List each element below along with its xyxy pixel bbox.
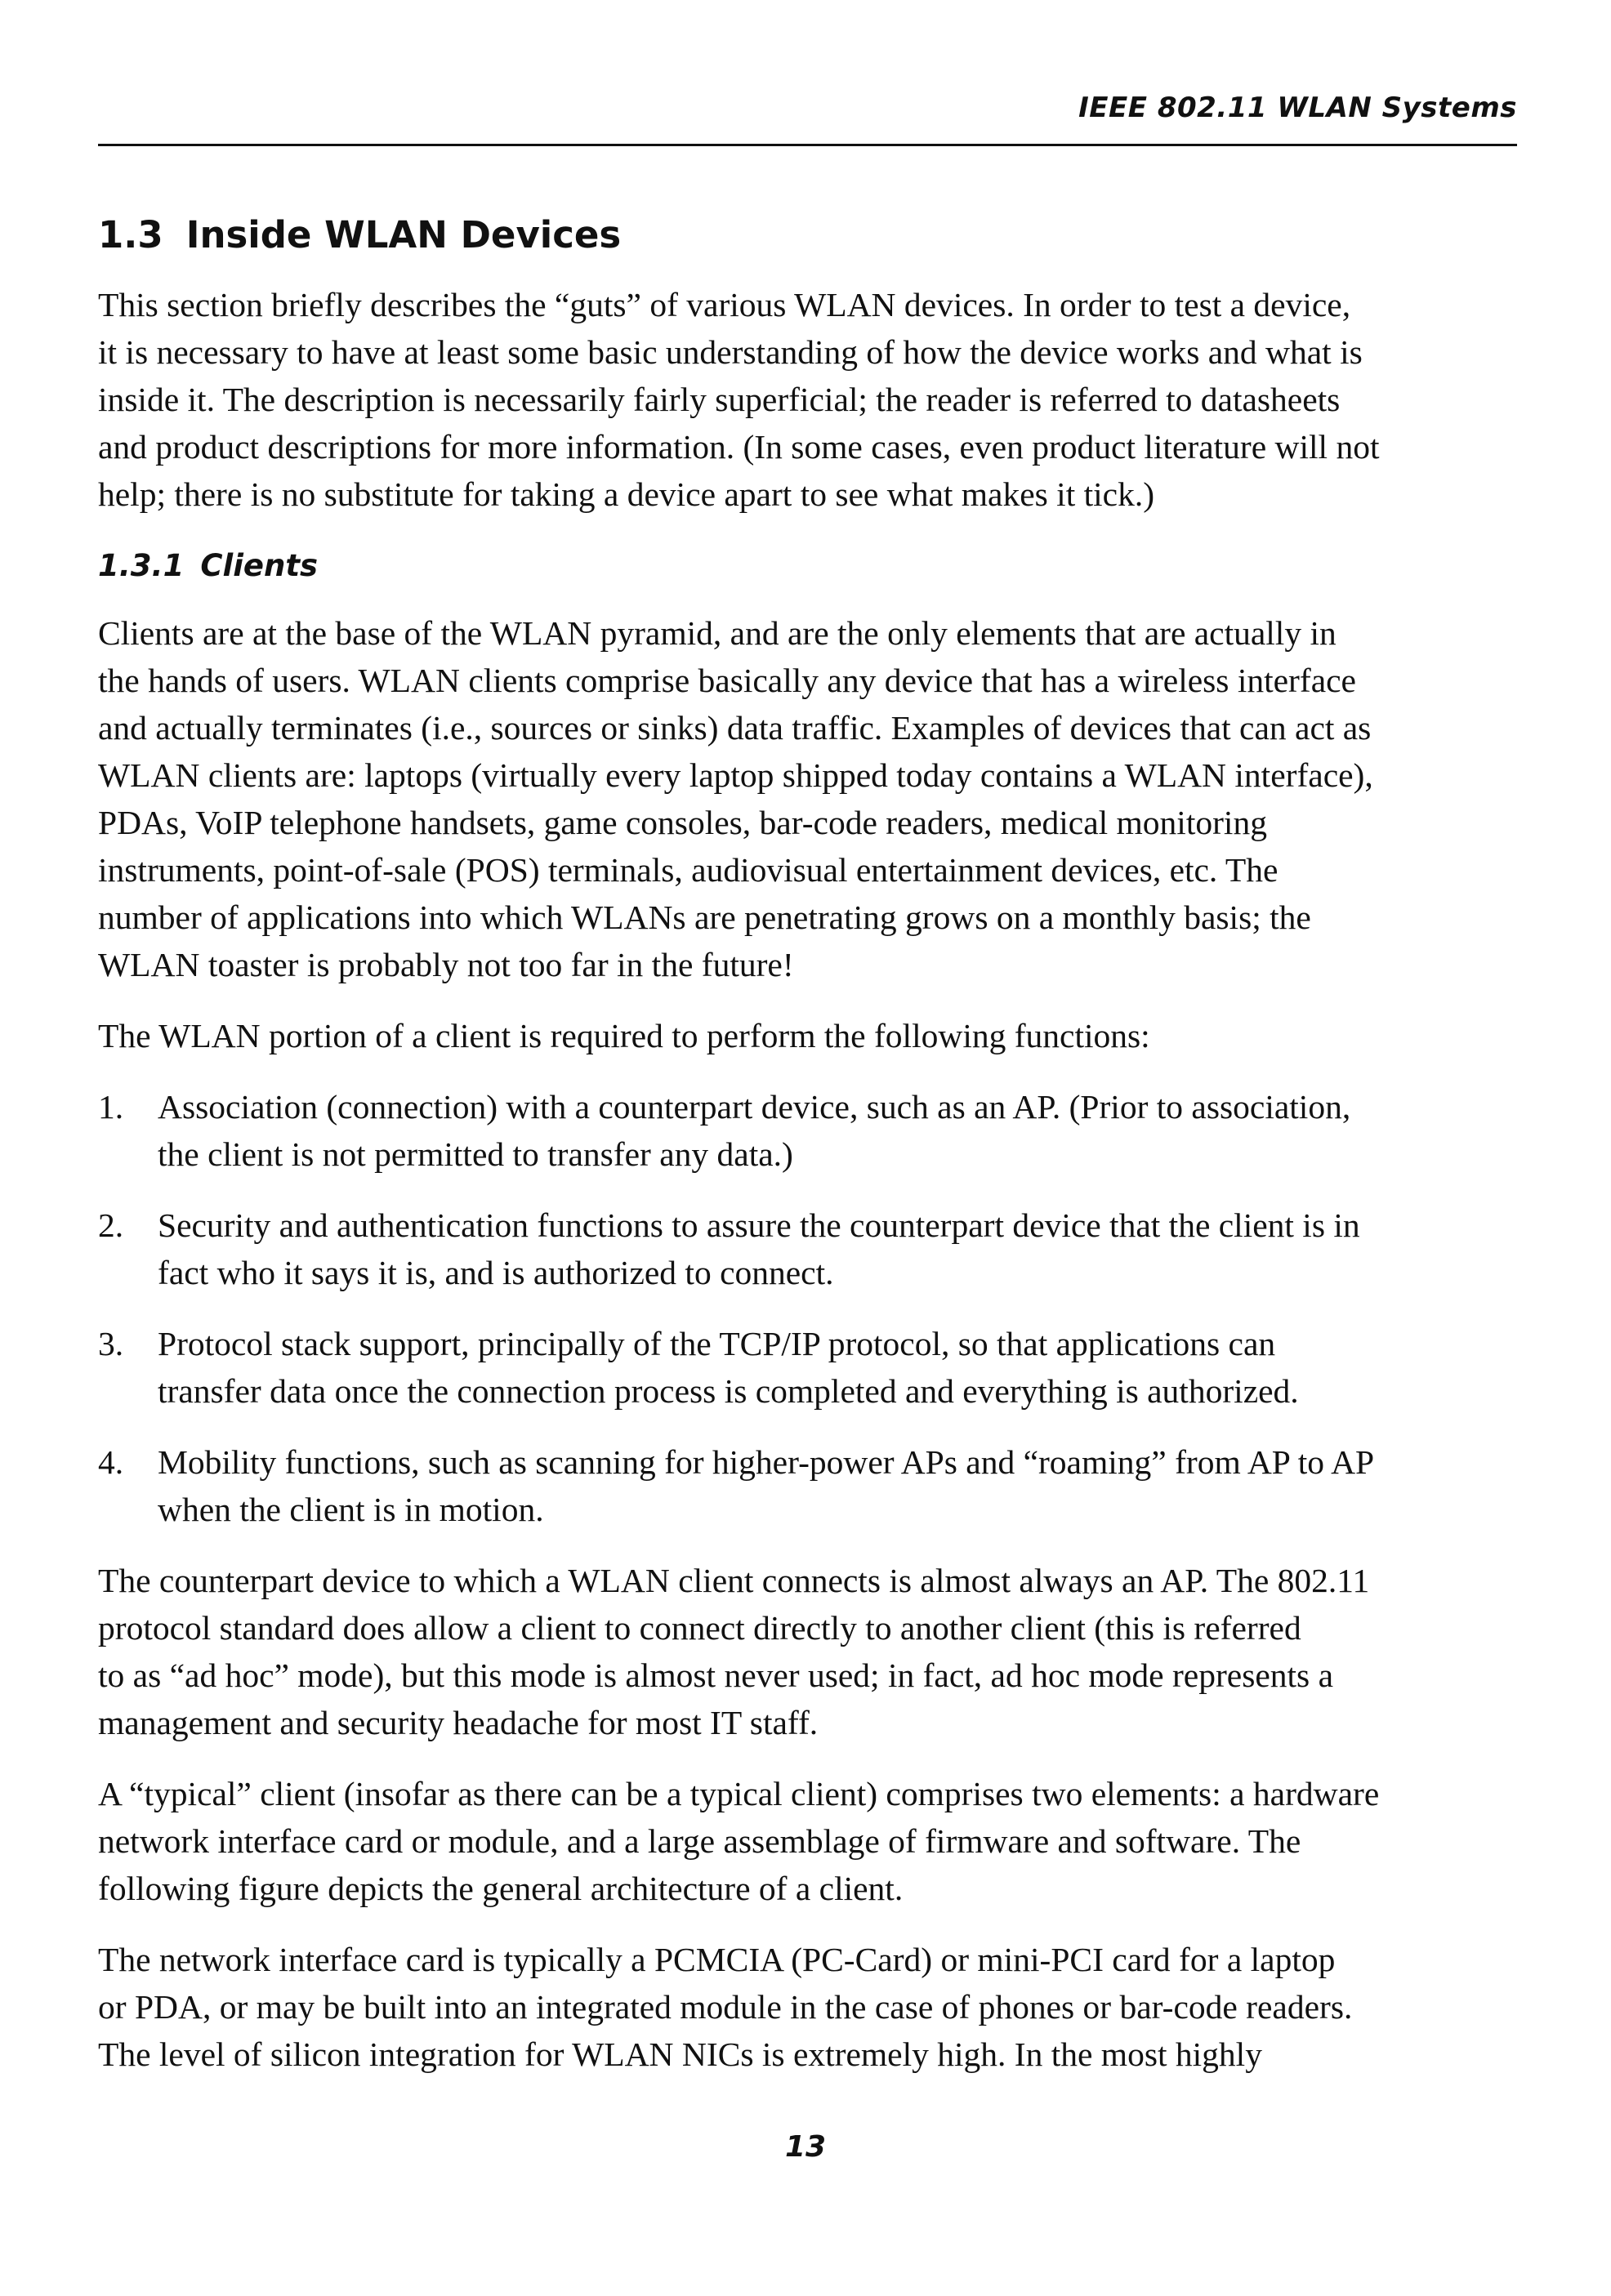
list-item-line: Association (connection) with a counterpart device, such as an AP. (Prior to association, — [158, 1088, 1351, 1126]
paragraph-line: The counterpart device to which a WLAN client connects is almost always an AP. The 802.11 — [98, 1562, 1370, 1599]
list-item-line: when the client is in motion. — [158, 1491, 544, 1528]
paragraph-line: number of applications into which WLANs are penetrating grows on a monthly basis; the — [98, 898, 1311, 936]
paragraph-line: following figure depicts the general architecture of a client. — [98, 1870, 904, 1907]
subsection-title: Clients — [200, 548, 319, 583]
paragraph-line: and actually terminates (i.e., sources or sinks) data traffic. Examples of devices that can act as — [98, 709, 1372, 747]
paragraph-line: A “typical” client (insofar as there can be a typical client) comprises two elements: a hardware — [98, 1775, 1380, 1812]
paragraph-line: management and security headache for most IT staff. — [98, 1704, 819, 1741]
paragraph-line: Clients are at the base of the WLAN pyramid, and are the only elements that are actually in — [98, 614, 1337, 652]
list-item — [98, 1083, 1524, 1178]
typical-client-paragraph — [98, 1770, 1524, 1912]
paragraph-line: instruments, point-of-sale (POS) terminals, audiovisual entertainment devices, etc. The — [98, 851, 1279, 889]
list-item-line: the client is not permitted to transfer any data.) — [158, 1135, 793, 1173]
counterpart-paragraph — [98, 1557, 1524, 1746]
paragraph-line: it is necessary to have at least some basic understanding of how the device works and what is — [98, 333, 1363, 371]
paragraph-line: or PDA, or may be built into an integrated module in the case of phones or bar-code readers. — [98, 1988, 1353, 2026]
clients-intro-paragraph — [98, 609, 1524, 988]
paragraph-line: The WLAN portion of a client is required to perform the following functions: — [98, 1017, 1150, 1054]
paragraph-line: WLAN toaster is probably not too far in the future! — [98, 946, 794, 983]
page-content — [98, 211, 1524, 2102]
list-item-line: Mobility functions, such as scanning for higher-power APs and “roaming” from AP to AP — [158, 1443, 1375, 1481]
subsection-heading — [98, 544, 1524, 588]
paragraph-line: The network interface card is typically a PCMCIA (PC-Card) or mini-PCI card for a laptop — [98, 1941, 1336, 1978]
section-intro-paragraph — [98, 281, 1524, 518]
paragraph-line: This section briefly describes the “guts” of various WLAN devices. In order to test a device, — [98, 286, 1351, 323]
list-item — [98, 1320, 1524, 1415]
paragraph-line: the hands of users. WLAN clients comprise basically any device that has a wireless interface — [98, 662, 1356, 699]
section-number: 1.3 — [98, 213, 163, 256]
paragraph-line: WLAN clients are: laptops (virtually every laptop shipped today contains a WLAN interface), — [98, 756, 1373, 794]
client-functions-list — [98, 1083, 1524, 1533]
header-rule — [98, 144, 1517, 146]
nic-paragraph — [98, 1936, 1524, 2078]
subsection-number: 1.3.1 — [98, 548, 185, 583]
page-number: 13 — [784, 2130, 827, 2164]
list-item-line: Protocol stack support, principally of the TCP/IP protocol, so that applications can — [158, 1325, 1276, 1362]
paragraph-line: The level of silicon integration for WLAN NICs is extremely high. In the most highly — [98, 2035, 1262, 2073]
paragraph-line: and product descriptions for more information. (In some cases, even product literature will not — [98, 428, 1380, 466]
list-item-number: 2. — [98, 1206, 124, 1244]
paragraph-line: PDAs, VoIP telephone handsets, game consoles, bar-code readers, medical monitoring — [98, 804, 1267, 841]
list-item — [98, 1438, 1524, 1533]
functions-intro-paragraph — [98, 1012, 1524, 1059]
paragraph-line: help; there is no substitute for taking a device apart to see what makes it tick.) — [98, 475, 1155, 513]
paragraph-line: inside it. The description is necessarily fairly superficial; the reader is referred to datasheets — [98, 381, 1341, 418]
paragraph-line: protocol standard does allow a client to connect directly to another client (this is referred — [98, 1609, 1301, 1647]
list-item-line: fact who it says it is, and is authorized to connect. — [158, 1254, 834, 1291]
list-item-line: transfer data once the connection process is completed and everything is authorized. — [158, 1372, 1299, 1410]
running-header: IEEE 802.11 WLAN Systems — [1078, 91, 1517, 124]
section-title: Inside WLAN Devices — [185, 213, 622, 256]
list-item-number: 3. — [98, 1325, 124, 1362]
section-heading — [98, 211, 1524, 260]
list-item-line: Security and authentication functions to assure the counterpart device that the client is in — [158, 1206, 1360, 1244]
list-item-number: 1. — [98, 1088, 124, 1126]
paragraph-line: to as “ad hoc” mode), but this mode is almost never used; in fact, ad hoc mode represents a — [98, 1656, 1333, 1694]
list-item-number: 4. — [98, 1443, 124, 1481]
paragraph-line: network interface card or module, and a large assemblage of firmware and software. The — [98, 1822, 1301, 1860]
list-item — [98, 1201, 1524, 1296]
